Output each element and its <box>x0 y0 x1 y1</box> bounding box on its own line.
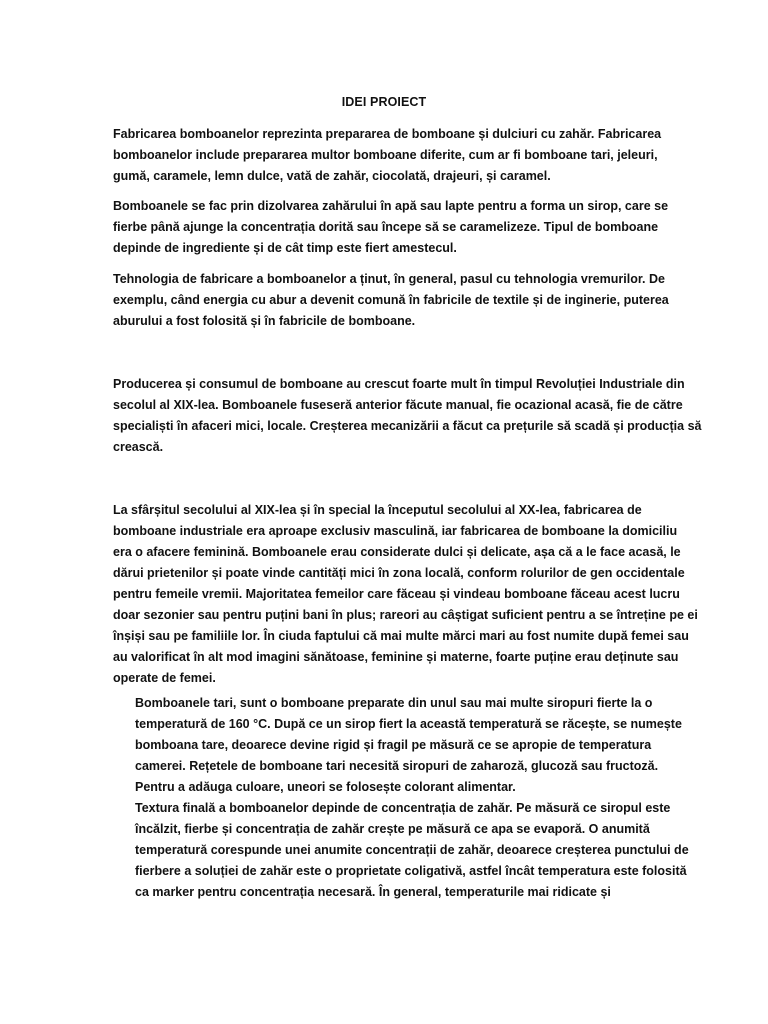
paragraph-line: fierbere a soluției de zahăr este o proprietate coligativă, astfel încât temperatura este folosită <box>135 864 687 878</box>
paragraph-line: Tehnologia de fabricare a bomboanelor a ținut, în general, pasul cu tehnologia vremurilor. De <box>113 272 665 286</box>
paragraph-line: Pentru a adăuga culoare, uneori se folosește colorant alimentar. <box>135 780 516 794</box>
paragraph-line: La sfârșitul secolului al XIX-lea și în special la începutul secolului al XX-lea, fabricarea de <box>113 503 642 517</box>
paragraph-line: înșiși sau pe familiile lor. În ciuda faptului că mai multe mărci mari au fost numite după femei sau <box>113 629 689 643</box>
paragraph-line: temperatură de 160 °C. După ce un sirop fiert la această temperatură se răcește, se numește <box>135 717 682 731</box>
paragraph-candy-making-intro <box>113 124 661 187</box>
paragraph-line: temperatură corespunde unei anumite concentrații de zahăr, deoarece creșterea punctului de <box>135 843 689 857</box>
paragraph-line: au valorificat în alt mod imagini sănătoase, feminine și materne, foarte puține erau deținute sau <box>113 650 679 664</box>
paragraph-line: doar sezonier sau pentru puțini bani în plus; rareori au câștigat suficient pentru a se întreține pe ei <box>113 608 698 622</box>
paragraph-line: Bomboanele tari, sunt o bomboane preparate din unul sau mai multe siropuri fierte la o <box>135 696 653 710</box>
paragraph-syrup-process <box>113 196 668 259</box>
paragraph-line: era o afacere feminină. Bomboanele erau considerate dulci și delicate, așa că a le face acasă, le <box>113 545 681 559</box>
paragraph-line: bomboana tare, deoarece devine rigid și fragil pe măsură ce se apropie de temperatura <box>135 738 652 752</box>
paragraph-line: depinde de ingrediente și de cât timp este fiert amestecul. <box>113 241 457 255</box>
paragraph-line: Fabricarea bomboanelor reprezinta prepararea de bomboane și dulciuri cu zahăr. Fabricarea <box>113 127 662 141</box>
paragraph-line: dărui prietenilor și poate vinde cantități mici în zona locală, conform rolurilor de gen occidentale <box>113 566 685 580</box>
paragraph-line: fierbe până ajunge la concentrația dorită sau începe să se caramelizeze. Tipul de bomboane <box>113 220 659 234</box>
paragraph-line: Bomboanele se fac prin dizolvarea zahărului în apă sau lapte pentru a forma un sirop, care se <box>113 199 669 213</box>
paragraph-line: Textura finală a bomboanelor depinde de concentrația de zahăr. Pe măsură ce siropul este <box>135 801 671 815</box>
paragraph-hard-candy <box>135 693 689 903</box>
paragraph-industrial-revolution <box>113 374 701 458</box>
paragraph-line: secolul al XIX-lea. Bomboanele fuseseră anterior făcute manual, fie ocazional acasă, fie de către <box>113 398 683 412</box>
paragraph-line: bomboanelor include prepararea multor bomboane diferite, cum ar fi bomboane tari, jeleuri, <box>113 148 658 162</box>
paragraph-line: ca marker pentru concentrația necesară. În general, temperaturile mai ridicate și <box>135 885 611 899</box>
paragraph-line: bomboane industriale era aproape exclusiv masculină, iar fabricarea de bomboane la domiciliu <box>113 524 678 538</box>
paragraph-line: specialiști în afaceri mici, locale. Creșterea mecanizării a făcut ca prețurile să scadă și producția să <box>113 419 702 433</box>
paragraph-line: pentru femeile vremii. Majoritatea femeilor care făceau și vindeau bomboane făceau acest lucru <box>113 587 680 601</box>
document-title: IDEI PROIECT <box>341 95 427 109</box>
paragraph-line: Producerea și consumul de bomboane au crescut foarte mult în timpul Revoluției Industriale din <box>113 377 685 391</box>
paragraph-gender-roles <box>113 500 698 689</box>
paragraph-technology <box>113 269 669 332</box>
paragraph-line: camerei. Rețetele de bomboane tari necesită siropuri de zaharoză, glucoză sau fructoză. <box>135 759 659 773</box>
paragraph-line: gumă, caramele, lemn dulce, vată de zahăr, ciocolată, drajeuri, și caramel. <box>113 169 551 183</box>
paragraph-line: exemplu, când energia cu abur a devenit comună în fabricile de textile și de inginerie, puterea <box>113 293 669 307</box>
paragraph-line: operate de femei. <box>113 671 216 685</box>
paragraph-line: încălzit, fierbe și concentrația de zahăr crește pe măsură ce apa se evaporă. O anumită <box>135 822 650 836</box>
paragraph-line: aburului a fost folosită și în fabricile de bomboane. <box>113 314 416 328</box>
paragraph-line: crească. <box>113 440 164 454</box>
